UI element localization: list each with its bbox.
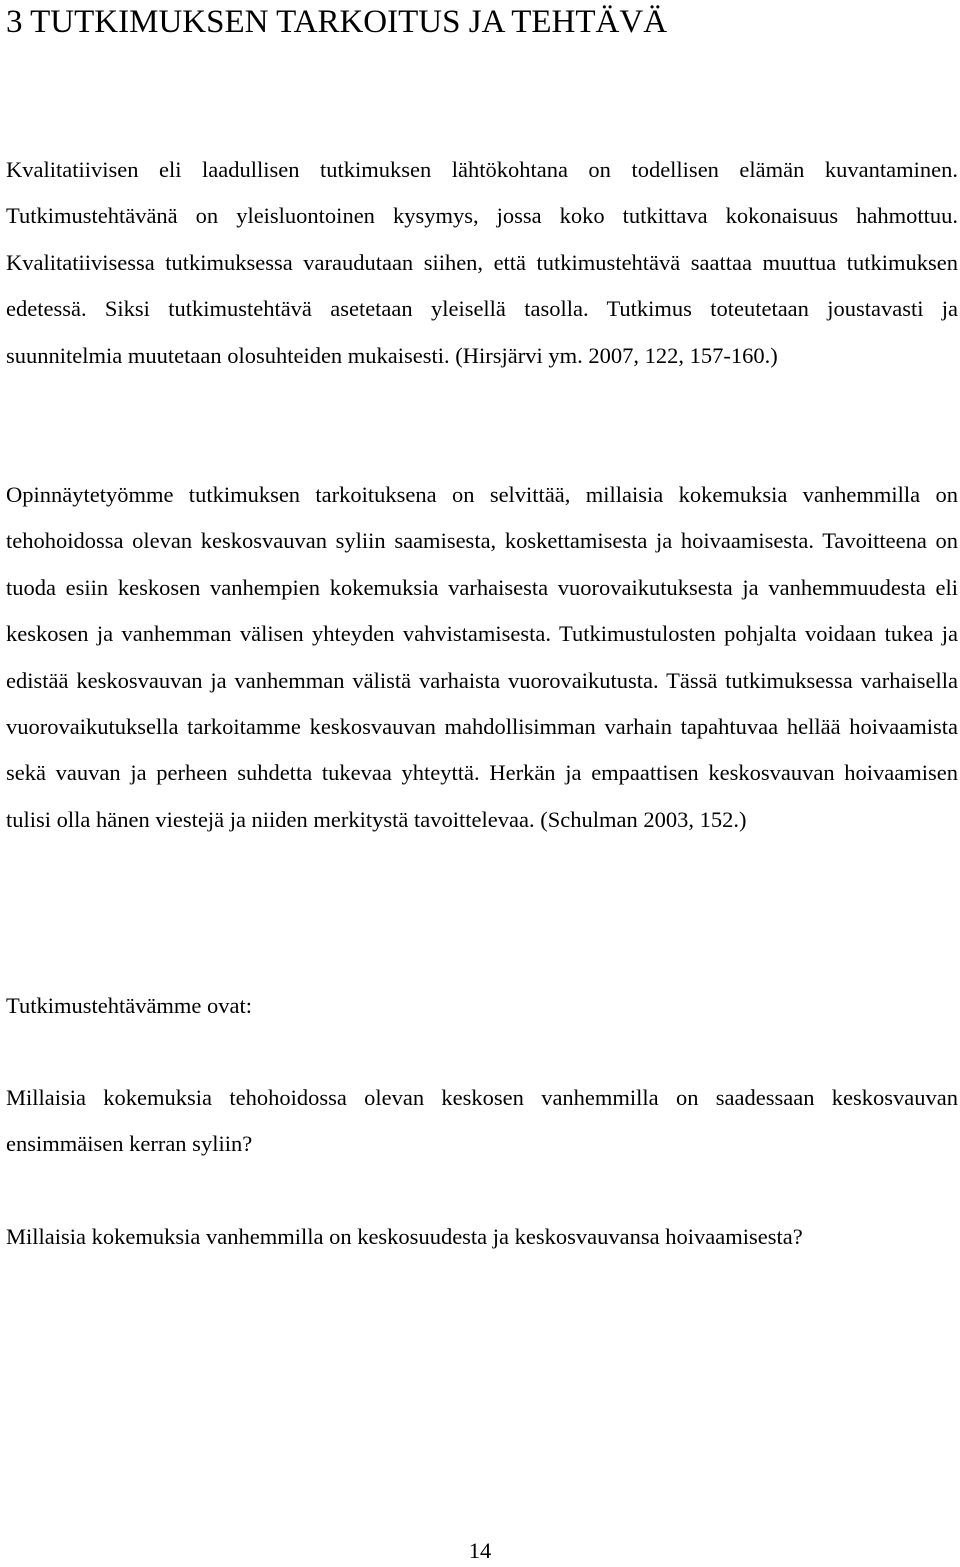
research-question-1: Millaisia kokemuksia tehohoidossa olevan keskosen vanhemmilla on saadessaan keskosvauvan ensimmäisen kerran syliin? [6, 1085, 958, 1157]
tasks-intro: Tutkimustehtävämme ovat: [6, 993, 253, 1018]
page-number: 14 [468, 1538, 492, 1563]
paragraph-intro: Kvalitatiivisen eli laadullisen tutkimuksen lähtökohtana on todellisen elämän kuvantaminen. Tutkimustehtävänä on yleisluontoinen kysymys, jossa koko tutkittava kokonaisuus hahmottuu. Kvalitatiivisessa tutkimuksessa varaudutaan siihen, että tutkimustehtävä saattaa muuttua tutkimuksen edetessä. Siksi tutkimustehtävä asetetaan yleisellä tasolla. Tutkimus toteutetaan joustavasti ja suunnitelmia muutetaan olosuhteiden mukaisesti. (Hirsjärvi ym. 2007, 122, 157-160.) [6, 157, 958, 368]
research-question-2: Millaisia kokemuksia vanhemmilla on keskosuudesta ja keskosvauvansa hoivaamisesta? [6, 1224, 803, 1249]
paragraph-purpose: Opinnäytetyömme tutkimuksen tarkoituksena on selvittää, millaisia kokemuksia vanhemmilla on tehohoidossa olevan keskosvauvan syliin saamisesta, koskettamisesta ja hoivaamisesta. Tavoitteena on tuoda esiin keskosen vanhempien kokemuksia varhaisesta vuorovaikutuksesta ja vanhemmuudesta eli keskosen ja vanhemman välisen yhteyden vahvistamisesta. Tutkimustulosten pohjalta voidaan tukea ja edistää keskosvauvan ja vanhemman välistä varhaista vuorovaikutusta. Tässä tutkimuksessa varhaisella vuorovaikutuksella tarkoitamme keskosvauvan mahdollisimman varhain tapahtuvaa hellää hoivaamista sekä vauvan ja perheen suhdetta tukevaa yhteyttä. Herkän ja empaattisen keskosvauvan hoivaamisen tulisi olla hänen viestejä ja niiden merkitystä tavoittelevaa. (Schulman 2003, 152.) [6, 482, 958, 832]
chapter-heading: 3 TUTKIMUKSEN TARKOITUS JA TEHTÄVÄ [6, 4, 668, 40]
